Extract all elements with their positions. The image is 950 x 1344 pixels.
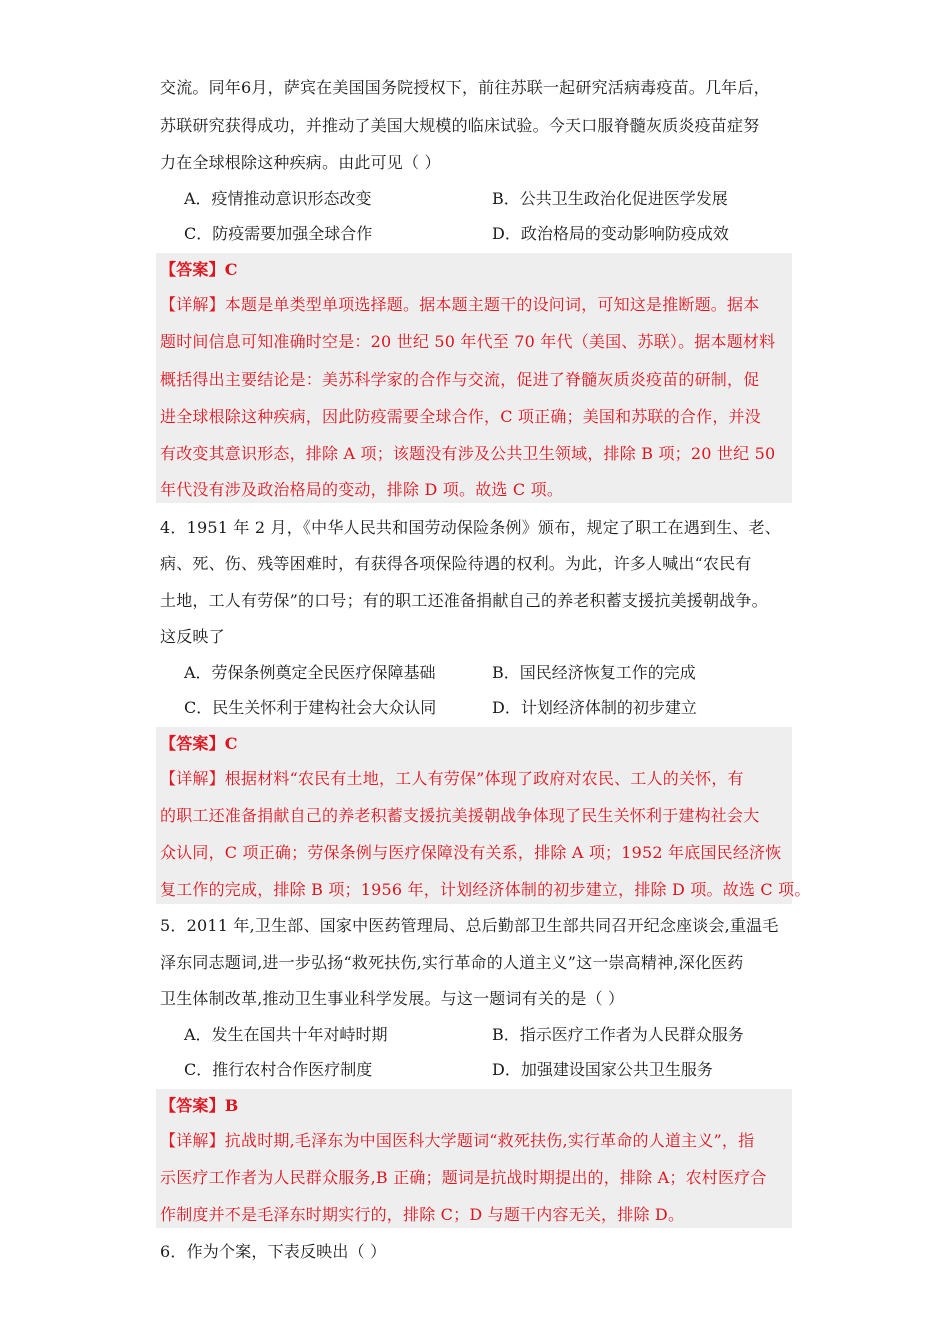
q3-option-b: B．公共卫生政治化促进医学发展 [492, 189, 728, 208]
q3-stem-line-1: 交流。同年6月，萨宾在美国国务院授权下，前往苏联一起研究活病毒疫苗。几年后， [160, 78, 770, 97]
q5-stem-line-1: 5．2011 年,卫生部、国家中医药管理局、总后勤部卫生部共同召开纪念座谈会,重温毛 [160, 916, 779, 935]
q3-detail-line-3: 概括得出主要结论是：美苏科学家的合作与交流，促进了脊髓灰质炎疫苗的研制，促 [160, 370, 760, 389]
q4-stem-line-1: 4．1951 年 2 月，《中华人民共和国劳动保险条例》颁布，规定了职工在遇到生、老、 [160, 518, 781, 537]
q3-detail-line-2: 题时间信息可知准确时空是：20 世纪 50 年代至 70 年代（美国、苏联）。据本题材料 [160, 332, 776, 351]
q3-stem-line-3: 力在全球根除这种疾病。由此可见（ ） [160, 153, 441, 172]
q6-stem-line-1: 6．作为个案，下表反映出（ ） [160, 1242, 387, 1261]
q5-option-b: B．指示医疗工作者为人民群众服务 [492, 1025, 744, 1044]
q4-stem-line-3: 土地，工人有劳保”的口号；有的职工还准备捐献自己的养老积蓄支援抗美援朝战争。 [160, 591, 768, 610]
q4-detail-line-2: 的职工还准备捐献自己的养老积蓄支援抗美援朝战争体现了民生关怀利于建构社会大 [160, 806, 760, 825]
q3-option-c: C．防疫需要加强全球合作 [184, 224, 373, 243]
q3-detail-line-4: 进全球根除这种疾病，因此防疫需要全球合作，C 项正确；美国和苏联的合作，并没 [160, 407, 761, 426]
q5-detail-line-2: 示医疗工作者为人民群众服务,B 正确；题词是抗战时期提出的，排除 A；农村医疗合 [160, 1168, 767, 1187]
q4-option-b: B．国民经济恢复工作的完成 [492, 663, 696, 682]
q4-answer: 【答案】C [160, 734, 238, 753]
q4-option-a: A．劳保条例奠定全民医疗保障基础 [184, 663, 436, 682]
q3-detail-line-1: 【详解】本题是单类型单项选择题。据本题主题干的设问词，可知这是推断题。据本 [160, 295, 760, 314]
q5-stem-line-2: 泽东同志题词,进一步弘扬“救死扶伤,实行革命的人道主义”这一崇高精神,深化医药 [160, 953, 744, 972]
q3-detail-line-6: 年代没有涉及政治格局的变动，排除 D 项。故选 C 项。 [160, 480, 564, 499]
q3-stem-line-2: 苏联研究获得成功，并推动了美国大规模的临床试验。今天口服脊髓灰质炎疫苗症努 [160, 116, 760, 135]
q4-stem-line-2: 病、死、伤、残等困难时，有获得各项保险待遇的权利。为此，许多人喊出“农民有 [160, 554, 752, 573]
q5-option-a: A．发生在国共十年对峙时期 [184, 1025, 388, 1044]
q4-option-c: C．民生关怀利于建构社会大众认同 [184, 698, 437, 717]
q4-option-d: D．计划经济体制的初步建立 [492, 698, 697, 717]
q3-answer: 【答案】C [160, 260, 238, 279]
q5-option-d: D．加强建设国家公共卫生服务 [492, 1060, 713, 1079]
q4-detail-line-3: 众认同，C 项正确；劳保条例与医疗保障没有关系，排除 A 项；1952 年底国民经济恢 [160, 843, 782, 862]
q3-option-d: D．政治格局的变动影响防疫成效 [492, 224, 729, 243]
q5-detail-line-3: 作制度并不是毛泽东时期实行的，排除 C；D 与题干内容无关，排除 D。 [160, 1205, 685, 1224]
q4-detail-line-1: 【详解】根据材料“农民有土地，工人有劳保”体现了政府对农民、工人的关怀，有 [160, 769, 744, 788]
q3-option-a: A．疫情推动意识形态改变 [184, 189, 372, 208]
q4-stem-line-4: 这反映了 [160, 627, 225, 646]
q3-detail-line-5: 有改变其意识形态，排除 A 项；该题没有涉及公共卫生领域，排除 B 项；20 世纪 50 [160, 444, 776, 463]
q5-option-c: C．推行农村合作医疗制度 [184, 1060, 373, 1079]
q5-stem-line-3: 卫生体制改革,推动卫生事业科学发展。与这一题词有关的是（ ） [160, 989, 625, 1008]
q4-detail-line-4: 复工作的完成，排除 B 项；1956 年，计划经济体制的初步建立，排除 D 项。故选 C 项。 [160, 880, 811, 899]
q5-answer: 【答案】B [160, 1096, 239, 1115]
q5-detail-line-1: 【详解】抗战时期,毛泽东为中国医科大学题词“救死扶伤,实行革命的人道主义”，指 [160, 1131, 755, 1150]
